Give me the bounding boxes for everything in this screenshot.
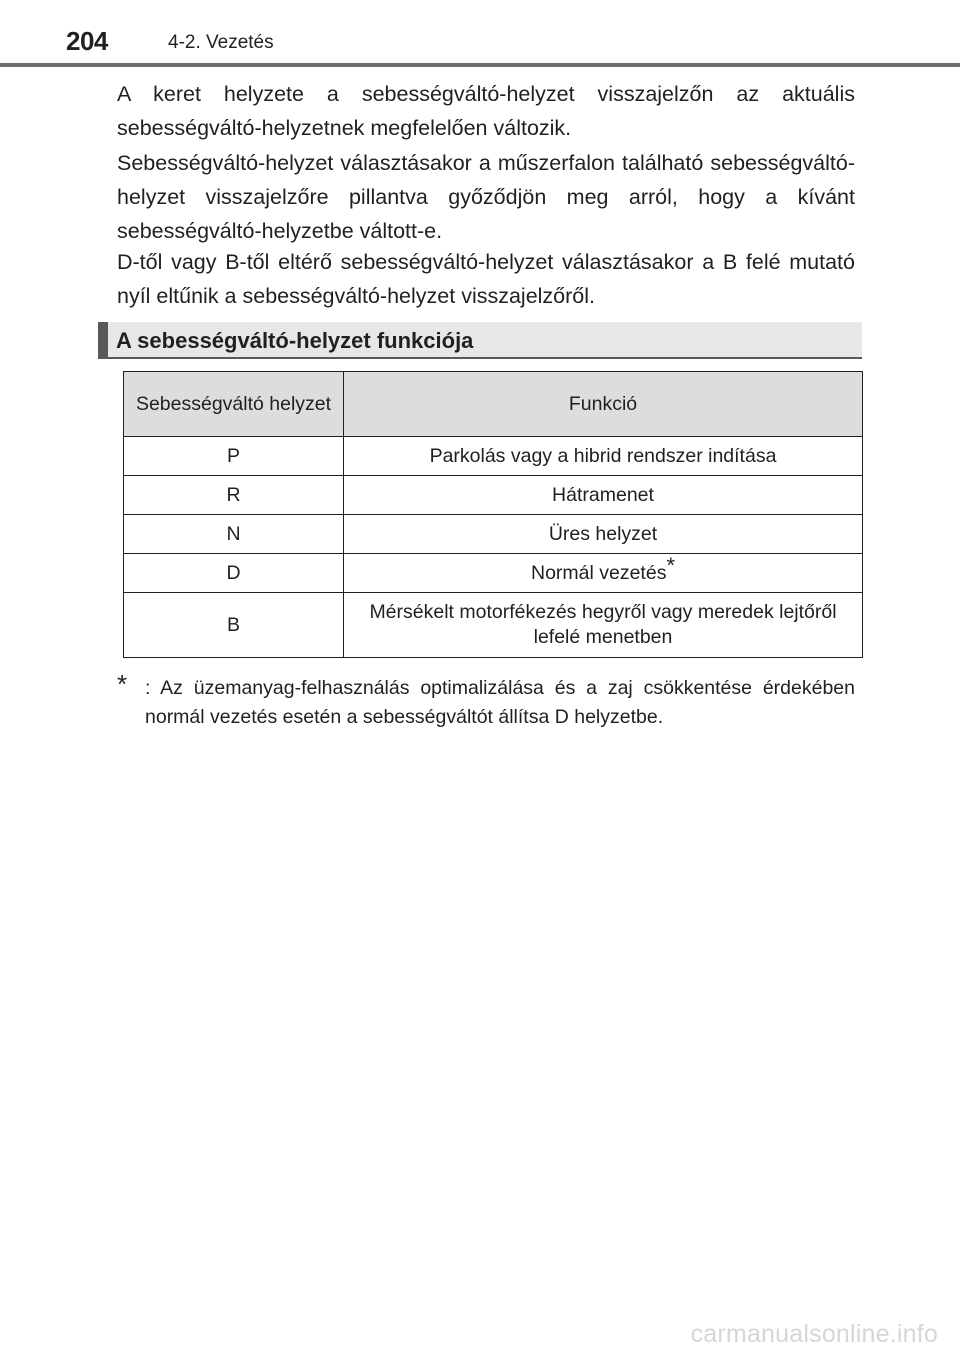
gear-position-cell: D bbox=[124, 554, 344, 593]
table-row bbox=[124, 437, 863, 476]
paragraph-arrow-disappears: D-től vagy B-től eltérő sebességváltó-helyzet választásakor a B felé mutató nyíl eltűnik a sebességváltó-helyzet visszajelzőről. bbox=[117, 250, 855, 308]
section-title: 4-2. Vezetés bbox=[168, 32, 274, 53]
table-row bbox=[124, 515, 863, 554]
gear-function-text: Normál vezetés bbox=[530, 561, 667, 584]
gear-function-table bbox=[123, 371, 863, 658]
header-divider bbox=[0, 63, 960, 67]
gear-position-cell: R bbox=[124, 476, 344, 515]
section-heading-accent bbox=[98, 322, 108, 358]
table-row bbox=[124, 593, 863, 658]
table-header-row bbox=[124, 372, 863, 437]
gear-function-cell bbox=[344, 554, 863, 593]
column-header-function: Funkció bbox=[344, 372, 863, 437]
footnote-reference-mark: * bbox=[666, 552, 676, 578]
column-header-position: Sebességváltó helyzet bbox=[124, 372, 344, 437]
section-heading-bar bbox=[98, 322, 862, 358]
gear-function-cell: Mérsékelt motorfékezés hegyről vagy meredek lejtőről lefelé menetben bbox=[344, 593, 863, 658]
gear-position-cell: P bbox=[124, 437, 344, 476]
page-number: 204 bbox=[66, 26, 108, 56]
footnote-mark: * bbox=[117, 669, 128, 699]
section-heading-underline bbox=[98, 357, 862, 359]
footnote bbox=[117, 669, 855, 732]
footnote-text: : Az üzemanyag-felhasználás optimalizálása és a zaj csökkentése érdekében normál vezetés esetén a sebességváltót állítsa D helyzetbe. bbox=[145, 677, 855, 728]
gear-position-cell: N bbox=[124, 515, 344, 554]
paragraph-check-indicator: Sebességváltó-helyzet választásakor a műszerfalon található sebességváltó-helyzet visszajelzőre pillantva győződjön meg arról, hogy a kívánt sebességváltó-helyzetbe váltott-e. bbox=[117, 151, 855, 243]
gear-function-cell: Hátramenet bbox=[344, 476, 863, 515]
gear-function-cell: Parkolás vagy a hibrid rendszer indítása bbox=[344, 437, 863, 476]
page-header bbox=[0, 0, 960, 68]
section-heading: A sebességváltó-helyzet funkciója bbox=[116, 328, 474, 353]
gear-position-cell: B bbox=[124, 593, 344, 658]
table-row bbox=[124, 476, 863, 515]
gear-function-cell: Üres helyzet bbox=[344, 515, 863, 554]
watermark: carmanualsonline.info bbox=[690, 1320, 938, 1348]
table-row bbox=[124, 554, 863, 593]
paragraph-frame-position: A keret helyzete a sebességváltó-helyzet visszajelzőn az aktuális sebességváltó-helyzetnek megfelelően változik. bbox=[117, 82, 855, 140]
